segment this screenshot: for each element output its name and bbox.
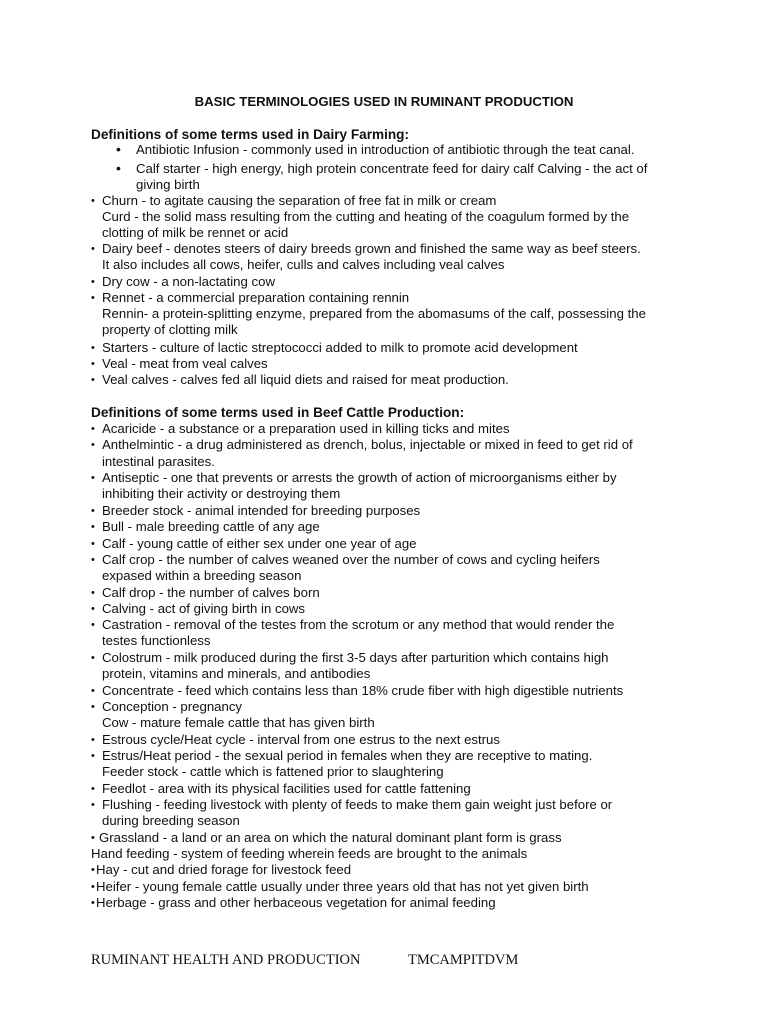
beef-item: Cow - mature female cattle that has given birth — [102, 715, 375, 730]
bullet-icon: • — [91, 358, 95, 370]
beef-item: Calf drop - the number of calves born — [102, 585, 320, 600]
bullet-icon: • — [91, 701, 95, 713]
beef-item: Calving - act of giving birth in cows — [102, 601, 306, 616]
dairy-item-continuation: clotting of milk be rennet or acid — [102, 225, 289, 240]
dairy-item: Veal calves - calves fed all liquid diets and raised for meat production. — [102, 372, 509, 387]
dairy-item: Rennet - a commercial preparation containing rennin — [102, 290, 410, 305]
dairy-item: Dry cow - a non-lactating cow — [102, 274, 275, 289]
bullet-icon: • — [91, 521, 95, 533]
document-title: BASIC TERMINOLOGIES USED IN RUMINANT PRODUCTION — [194, 94, 574, 109]
bullet-icon: • — [91, 734, 95, 746]
beef-item: Breeder stock - animal intended for breeding purposes — [102, 503, 421, 518]
bullet-icon: • — [91, 603, 95, 615]
beef-item: Antiseptic - one that prevents or arrests the growth of action of microorganisms either by — [102, 470, 617, 485]
beef-item: Calf crop - the number of calves weaned over the number of cows and cycling heifers — [102, 552, 600, 567]
dairy-item: Starters - culture of lactic streptococci added to milk to promote acid development — [102, 340, 578, 355]
bullet-icon: • — [91, 505, 95, 517]
bullet-icon: • — [91, 472, 95, 484]
bullet-icon: • — [91, 832, 95, 844]
bullet-icon: • — [91, 783, 95, 795]
bullet-icon: • — [91, 554, 95, 566]
beef-item: Flushing - feeding livestock with plenty of feeds to make them gain weight just before or — [102, 797, 613, 812]
big-bullet-icon: • — [116, 141, 121, 157]
dairy-item: Curd - the solid mass resulting from the cutting and heating of the coagulum formed by the — [102, 209, 630, 224]
bullet-icon: • — [91, 685, 95, 697]
beef-item: Bull - male breeding cattle of any age — [102, 519, 320, 534]
beef-item: Colostrum - milk produced during the first 3-5 days after parturition which contains high — [102, 650, 609, 665]
bullet-icon: • — [91, 619, 95, 631]
section-heading-beef: Definitions of some terms used in Beef Cattle Production: — [91, 405, 465, 420]
bullet-icon: • — [91, 897, 95, 909]
dairy-item: Calf starter - high energy, high protein concentrate feed for dairy calf Calving - the act of — [136, 161, 648, 176]
beef-item: Grassland - a land or an area on which the natural dominant plant form is grass — [99, 830, 562, 845]
bullet-icon: • — [91, 652, 95, 664]
bullet-icon: • — [91, 864, 95, 876]
dairy-item: Rennin- a protein-splitting enzyme, prepared from the abomasums of the calf, possessing the — [102, 306, 646, 321]
beef-item: Conception - pregnancy — [102, 699, 243, 714]
beef-item-continuation: inhibiting their activity or destroying them — [102, 486, 341, 501]
footer-right: TMCAMPITDVM — [408, 952, 519, 968]
bullet-icon: • — [91, 195, 95, 207]
bullet-icon: • — [91, 423, 95, 435]
dairy-item-continuation: property of clotting milk — [102, 322, 238, 337]
bullet-icon: • — [91, 342, 95, 354]
dairy-item: Veal - meat from veal calves — [102, 356, 268, 371]
beef-item: Estrus/Heat period - the sexual period in females when they are receptive to mating. — [102, 748, 593, 763]
beef-item-continuation: during breeding season — [102, 813, 240, 828]
dairy-item-continuation: giving birth — [136, 177, 200, 192]
beef-item: Anthelmintic - a drug administered as drench, bolus, injectable or mixed in feed to get rid of — [102, 437, 633, 452]
dairy-item: Antibiotic Infusion - commonly used in introduction of antibiotic through the teat canal. — [136, 142, 635, 157]
bullet-icon: • — [91, 276, 95, 288]
bullet-icon: • — [91, 439, 95, 451]
dairy-item: Dairy beef - denotes steers of dairy breeds grown and finished the same way as beef steers. — [102, 241, 641, 256]
bullet-icon: • — [91, 881, 95, 893]
section-heading-dairy: Definitions of some terms used in Dairy Farming: — [91, 127, 409, 142]
beef-item: Hand feeding - system of feeding wherein feeds are brought to the animals — [91, 846, 528, 861]
beef-item-continuation: protein, vitamins and minerals, and antibodies — [102, 666, 371, 681]
dairy-item-continuation: It also includes all cows, heifer, culls and calves including veal calves — [102, 257, 505, 272]
beef-item-continuation: testes functionless — [102, 633, 211, 648]
bullet-icon: • — [91, 799, 95, 811]
beef-item: Feedlot - area with its physical facilities used for cattle fattening — [102, 781, 471, 796]
bullet-icon: • — [91, 374, 95, 386]
bullet-icon: • — [91, 243, 95, 255]
bullet-icon: • — [91, 292, 95, 304]
beef-item: Castration - removal of the testes from the scrotum or any method that would render the — [102, 617, 615, 632]
beef-item: Estrous cycle/Heat cycle - interval from one estrus to the next estrus — [102, 732, 500, 747]
beef-item: Concentrate - feed which contains less than 18% crude fiber with high digestible nutrients — [102, 683, 624, 698]
bullet-icon: • — [91, 587, 95, 599]
beef-item: Feeder stock - cattle which is fattened prior to slaughtering — [102, 764, 444, 779]
beef-item: Acaricide - a substance or a preparation used in killing ticks and mites — [102, 421, 510, 436]
beef-item: Hay - cut and dried forage for livestock feed — [96, 862, 352, 877]
beef-item: Herbage - grass and other herbaceous vegetation for animal feeding — [96, 895, 496, 910]
beef-item: Calf - young cattle of either sex under one year of age — [102, 536, 417, 551]
beef-item-continuation: expased within a breeding season — [102, 568, 302, 583]
footer-left: RUMINANT HEALTH AND PRODUCTION — [91, 952, 361, 968]
bullet-icon: • — [91, 750, 95, 762]
big-bullet-icon: • — [116, 160, 121, 176]
beef-item-continuation: intestinal parasites. — [102, 454, 215, 469]
beef-item: Heifer - young female cattle usually under three years old that has not yet given birth — [96, 879, 589, 894]
bullet-icon: • — [91, 538, 95, 550]
dairy-item: Churn - to agitate causing the separation of free fat in milk or cream — [102, 193, 497, 208]
